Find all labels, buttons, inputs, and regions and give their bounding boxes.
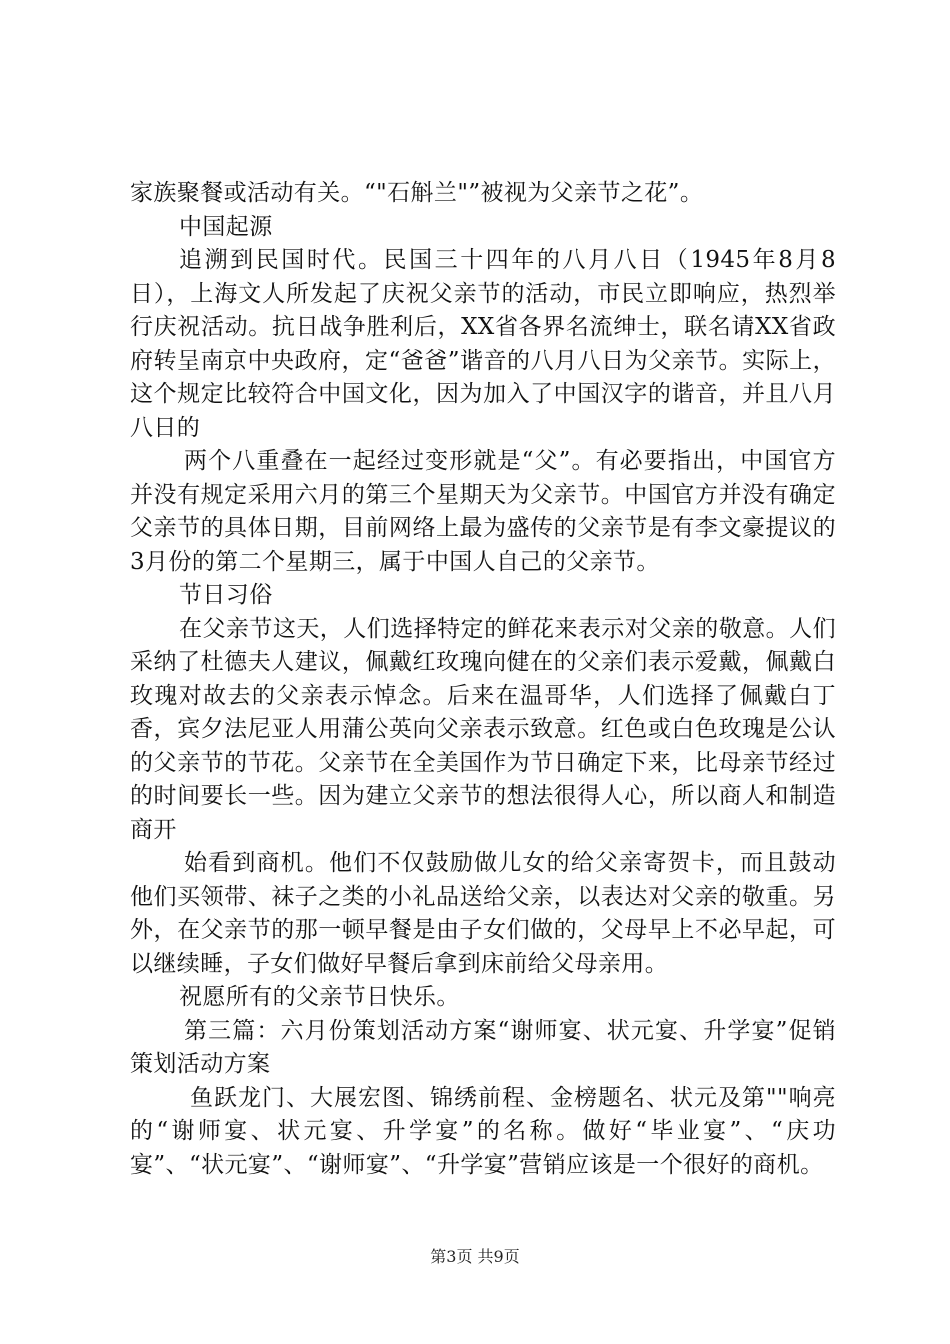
document-body xyxy=(130,177,836,1182)
paragraph-10: 鱼跃龙门、大展宏图、锦绣前程、金榜题名、状元及第""响亮的“谢师宴、状元宴、升学宴”的名称。做好“毕业宴”、“庆功宴”、“状元宴”、“谢师宴”、“升学宴”营销应该是一个很好的商机。 xyxy=(130,1084,836,1178)
paragraph-7: 始看到商机。他们不仅鼓励做儿女的给父亲寄贺卡，而且鼓动他们买领带、袜子之类的小礼品送给父亲，以表达对父亲的敬重。另外，在父亲节的那一顿早餐是由子女们做的，父母早上不必早起，可以继续睡，子女们做好早餐后拿到床前给父母亲用。 xyxy=(130,850,836,977)
section-heading-china-origin: 中国起源 xyxy=(179,213,273,240)
paragraph-1: 家族聚餐或活动有关。“"石斛兰"”被视为父亲节之花”。 xyxy=(130,180,704,206)
paragraph-6: 在父亲节这天，人们选择特定的鲜花来表示对父亲的敬意。人们采纳了杜德夫人建议，佩戴红玫瑰向健在的父亲们表示爱戴，佩戴白玫瑰对故去的父亲表示悼念。后来在温哥华，人们选择了佩戴白丁香，宾夕法尼亚人用蒲公英向父亲表示致意。红色或白色玫瑰是公认的父亲节的节花。父亲节在全美国作为节日确定下来，比母亲节经过的时间要长一些。因为建立父亲节的想法很得人心，所以商人和制造商开 xyxy=(130,615,836,843)
page-number-label: 第3页 共9页 xyxy=(430,1247,520,1266)
chapter-heading-part-three: 第三篇：六月份策划活动方案“谢师宴、状元宴、升学宴”促销策划活动方案 xyxy=(130,1017,836,1077)
section-heading-customs: 节日习俗 xyxy=(179,582,273,608)
paragraph-4: 两个八重叠在一起经过变形就是“父”。有必要指出，中国官方并没有规定采用六月的第三个星期天为父亲节。中国官方并没有确定父亲节的具体日期，目前网络上最为盛传的父亲节是有李文豪提议的3月份的第二个星期三，属于中国人自己的父亲节。 xyxy=(130,448,836,575)
paragraph-8: 祝愿所有的父亲节日快乐。 xyxy=(179,984,460,1010)
page-footer xyxy=(0,1244,950,1267)
paragraph-3: 追溯到民国时代。民国三十四年的八月八日（1945年8月8日），上海文人所发起了庆祝父亲节的活动，市民立即响应，热烈举行庆祝活动。抗日战争胜利后，XX省各界名流绅士，联名请XX省政府转呈南京中央政府，定“爸爸”谐音的八月八日为父亲节。实际上，这个规定比较符合中国文化，因为加入了中国汉字的谐音，并且八月八日的 xyxy=(130,247,836,441)
